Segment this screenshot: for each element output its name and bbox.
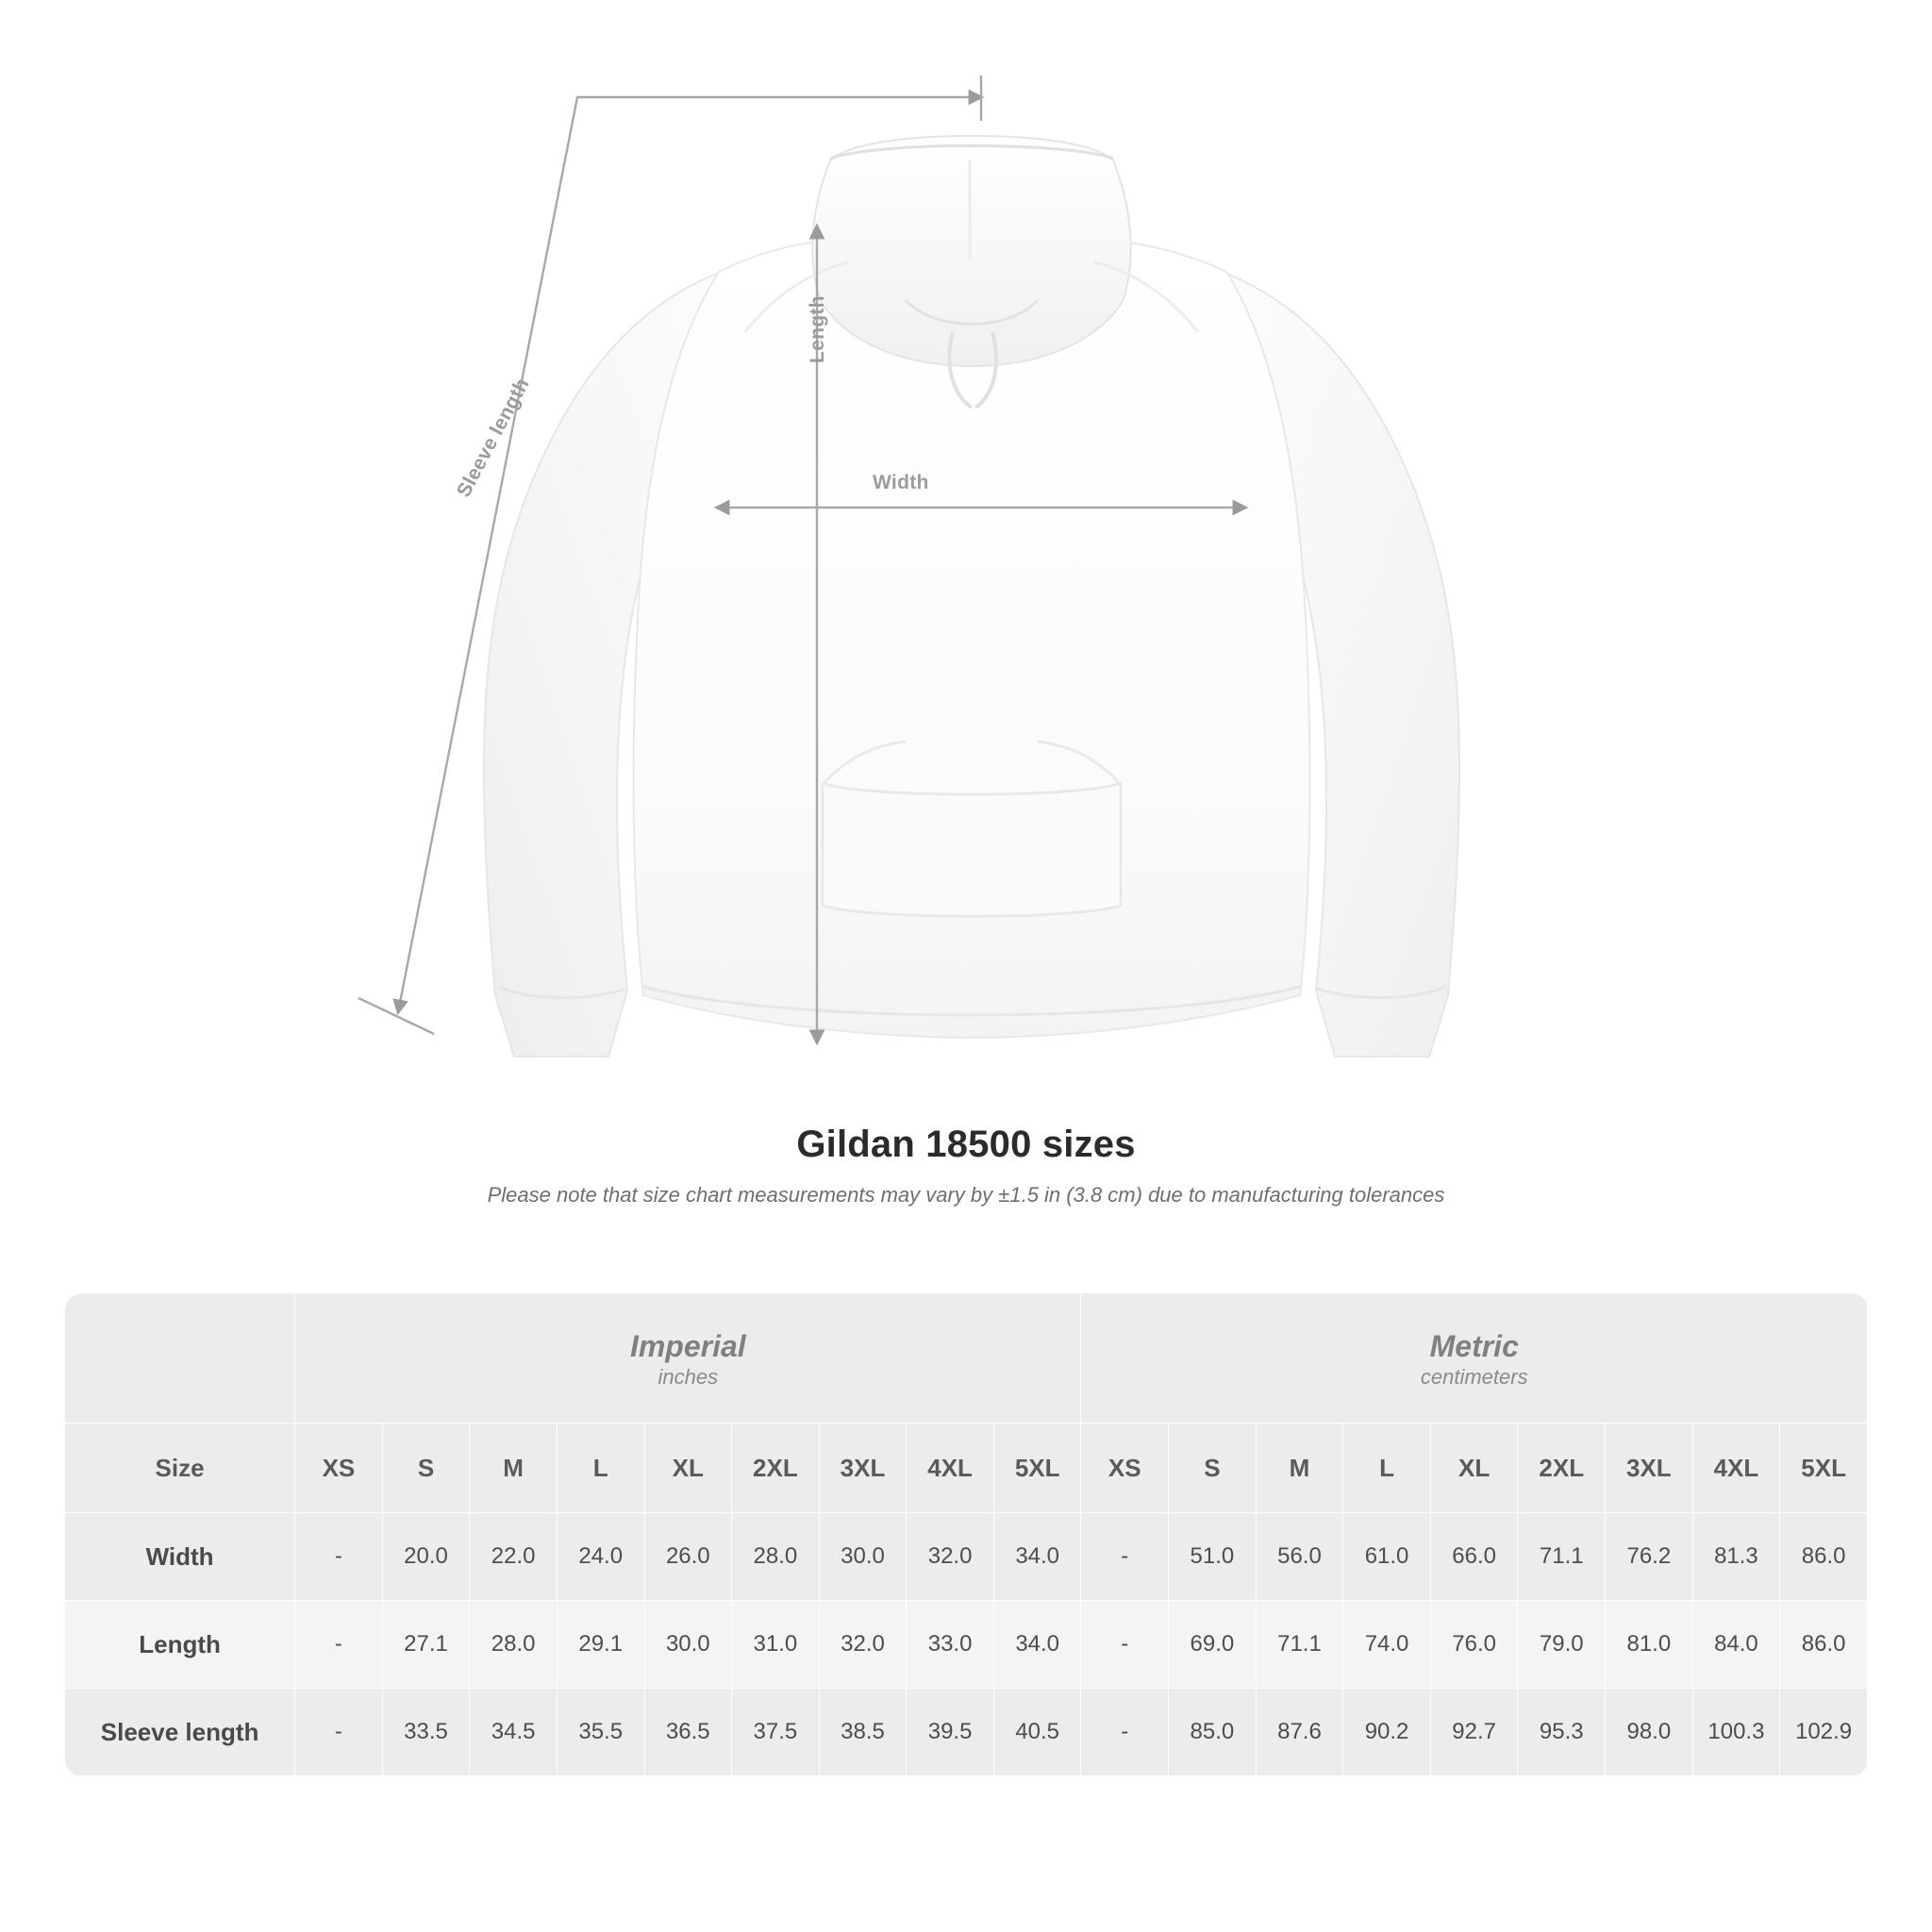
cell-sleeve-met-m: 87.6 [1256, 1689, 1343, 1776]
cell-length-imp-xs: - [295, 1601, 383, 1689]
cell-length-imp-m: 28.0 [470, 1601, 558, 1689]
page-title: Gildan 18500 sizes [796, 1124, 1136, 1165]
size-header-label: Size [65, 1424, 295, 1513]
size-table-container [64, 1292, 1868, 1776]
cell-sleeve-met-l: 90.2 [1343, 1689, 1431, 1776]
tolerance-note: Please note that size chart measurements may vary by ±1.5 in (3.8 cm) due to manufacturing tolerances [487, 1183, 1445, 1207]
cell-width-met-xl: 66.0 [1430, 1513, 1518, 1601]
cell-sleeve-met-4xl: 100.3 [1692, 1689, 1780, 1776]
row-label-sleeve-length: Sleeve length [65, 1689, 295, 1776]
cell-width-imp-xs: - [295, 1513, 383, 1601]
size-table [64, 1292, 1868, 1776]
cell-length-met-xl: 76.0 [1430, 1601, 1518, 1689]
length-label: Length [807, 295, 828, 363]
cell-length-met-2xl: 79.0 [1518, 1601, 1606, 1689]
cell-width-imp-3xl: 30.0 [819, 1513, 907, 1601]
imperial-title: Imperial [629, 1328, 746, 1363]
cell-length-imp-xl: 30.0 [644, 1601, 732, 1689]
cell-length-met-m: 71.1 [1256, 1601, 1343, 1689]
cell-width-met-xs: - [1081, 1513, 1169, 1601]
cell-sleeve-met-3xl: 98.0 [1606, 1689, 1693, 1776]
cell-length-met-s: 69.0 [1169, 1601, 1257, 1689]
cell-width-met-s: 51.0 [1169, 1513, 1257, 1601]
table-row [65, 1689, 1868, 1776]
cell-length-imp-3xl: 32.0 [819, 1601, 907, 1689]
cell-sleeve-met-s: 85.0 [1169, 1689, 1257, 1776]
cell-sleeve-met-5xl: 102.9 [1780, 1689, 1868, 1776]
col-header-metric-4xl: 4XL [1692, 1424, 1780, 1513]
cell-width-imp-5xl: 34.0 [993, 1513, 1081, 1601]
cell-width-imp-s: 20.0 [382, 1513, 470, 1601]
cell-length-met-l: 74.0 [1343, 1601, 1431, 1689]
col-header-imperial-4xl: 4XL [907, 1424, 994, 1513]
hoodie-artwork [484, 136, 1459, 1057]
cell-sleeve-met-2xl: 95.3 [1518, 1689, 1606, 1776]
cell-width-met-2xl: 71.1 [1518, 1513, 1606, 1601]
col-header-metric-s: S [1169, 1424, 1257, 1513]
cell-length-imp-l: 29.1 [557, 1601, 644, 1689]
title-block [0, 1124, 1932, 1208]
cell-sleeve-imp-2xl: 37.5 [732, 1689, 820, 1776]
unit-header-row [65, 1293, 1868, 1424]
col-header-imperial-s: S [382, 1424, 470, 1513]
cell-width-met-4xl: 81.3 [1692, 1513, 1780, 1601]
row-label-length: Length [65, 1601, 295, 1689]
col-header-imperial-xl: XL [644, 1424, 732, 1513]
cell-sleeve-imp-s: 33.5 [382, 1689, 470, 1776]
metric-title: Metric [1429, 1328, 1519, 1363]
size-header-row [65, 1424, 1868, 1513]
col-header-imperial-m: M [470, 1424, 558, 1513]
cell-length-met-4xl: 84.0 [1692, 1601, 1780, 1689]
unit-header-spacer [65, 1293, 295, 1424]
cell-sleeve-imp-xs: - [295, 1689, 383, 1776]
col-header-metric-xs: XS [1081, 1424, 1169, 1513]
cell-width-imp-l: 24.0 [557, 1513, 644, 1601]
cell-width-met-m: 56.0 [1256, 1513, 1343, 1601]
imperial-header [295, 1293, 1081, 1424]
cell-sleeve-imp-m: 34.5 [470, 1689, 558, 1776]
cell-length-imp-4xl: 33.0 [907, 1601, 994, 1689]
cell-sleeve-met-xl: 92.7 [1430, 1689, 1518, 1776]
col-header-metric-xl: XL [1430, 1424, 1518, 1513]
cell-length-imp-s: 27.1 [382, 1601, 470, 1689]
cell-width-imp-xl: 26.0 [644, 1513, 732, 1601]
table-row [65, 1601, 1868, 1689]
cell-sleeve-imp-3xl: 38.5 [819, 1689, 907, 1776]
cell-width-imp-4xl: 32.0 [907, 1513, 994, 1601]
cell-length-imp-2xl: 31.0 [732, 1601, 820, 1689]
col-header-metric-m: M [1256, 1424, 1343, 1513]
cell-length-met-xs: - [1081, 1601, 1169, 1689]
col-header-metric-5xl: 5XL [1780, 1424, 1868, 1513]
col-header-imperial-l: L [557, 1424, 644, 1513]
cell-length-met-3xl: 81.0 [1606, 1601, 1693, 1689]
cell-width-met-l: 61.0 [1343, 1513, 1431, 1601]
col-header-imperial-3xl: 3XL [819, 1424, 907, 1513]
cell-sleeve-imp-xl: 36.5 [644, 1689, 732, 1776]
cell-width-imp-m: 22.0 [470, 1513, 558, 1601]
imperial-subtitle: inches [658, 1364, 719, 1389]
col-header-imperial-2xl: 2XL [732, 1424, 820, 1513]
table-row [65, 1513, 1868, 1601]
col-header-imperial-xs: XS [295, 1424, 383, 1513]
sleeve-length-label: Sleeve length [453, 375, 534, 501]
metric-header [1081, 1293, 1868, 1424]
row-label-width: Width [65, 1513, 295, 1601]
cell-width-met-3xl: 76.2 [1606, 1513, 1693, 1601]
cell-sleeve-met-xs: - [1081, 1689, 1169, 1776]
col-header-metric-l: L [1343, 1424, 1431, 1513]
cell-sleeve-imp-l: 35.5 [557, 1689, 644, 1776]
col-header-imperial-5xl: 5XL [993, 1424, 1081, 1513]
metric-subtitle: centimeters [1420, 1364, 1528, 1389]
cell-length-met-5xl: 86.0 [1780, 1601, 1868, 1689]
cell-sleeve-imp-5xl: 40.5 [993, 1689, 1081, 1776]
cell-width-met-5xl: 86.0 [1780, 1513, 1868, 1601]
cell-sleeve-imp-4xl: 39.5 [907, 1689, 994, 1776]
width-label: Width [873, 472, 929, 493]
cell-length-imp-5xl: 34.0 [993, 1601, 1081, 1689]
cell-width-imp-2xl: 28.0 [732, 1513, 820, 1601]
col-header-metric-3xl: 3XL [1606, 1424, 1693, 1513]
col-header-metric-2xl: 2XL [1518, 1424, 1606, 1513]
